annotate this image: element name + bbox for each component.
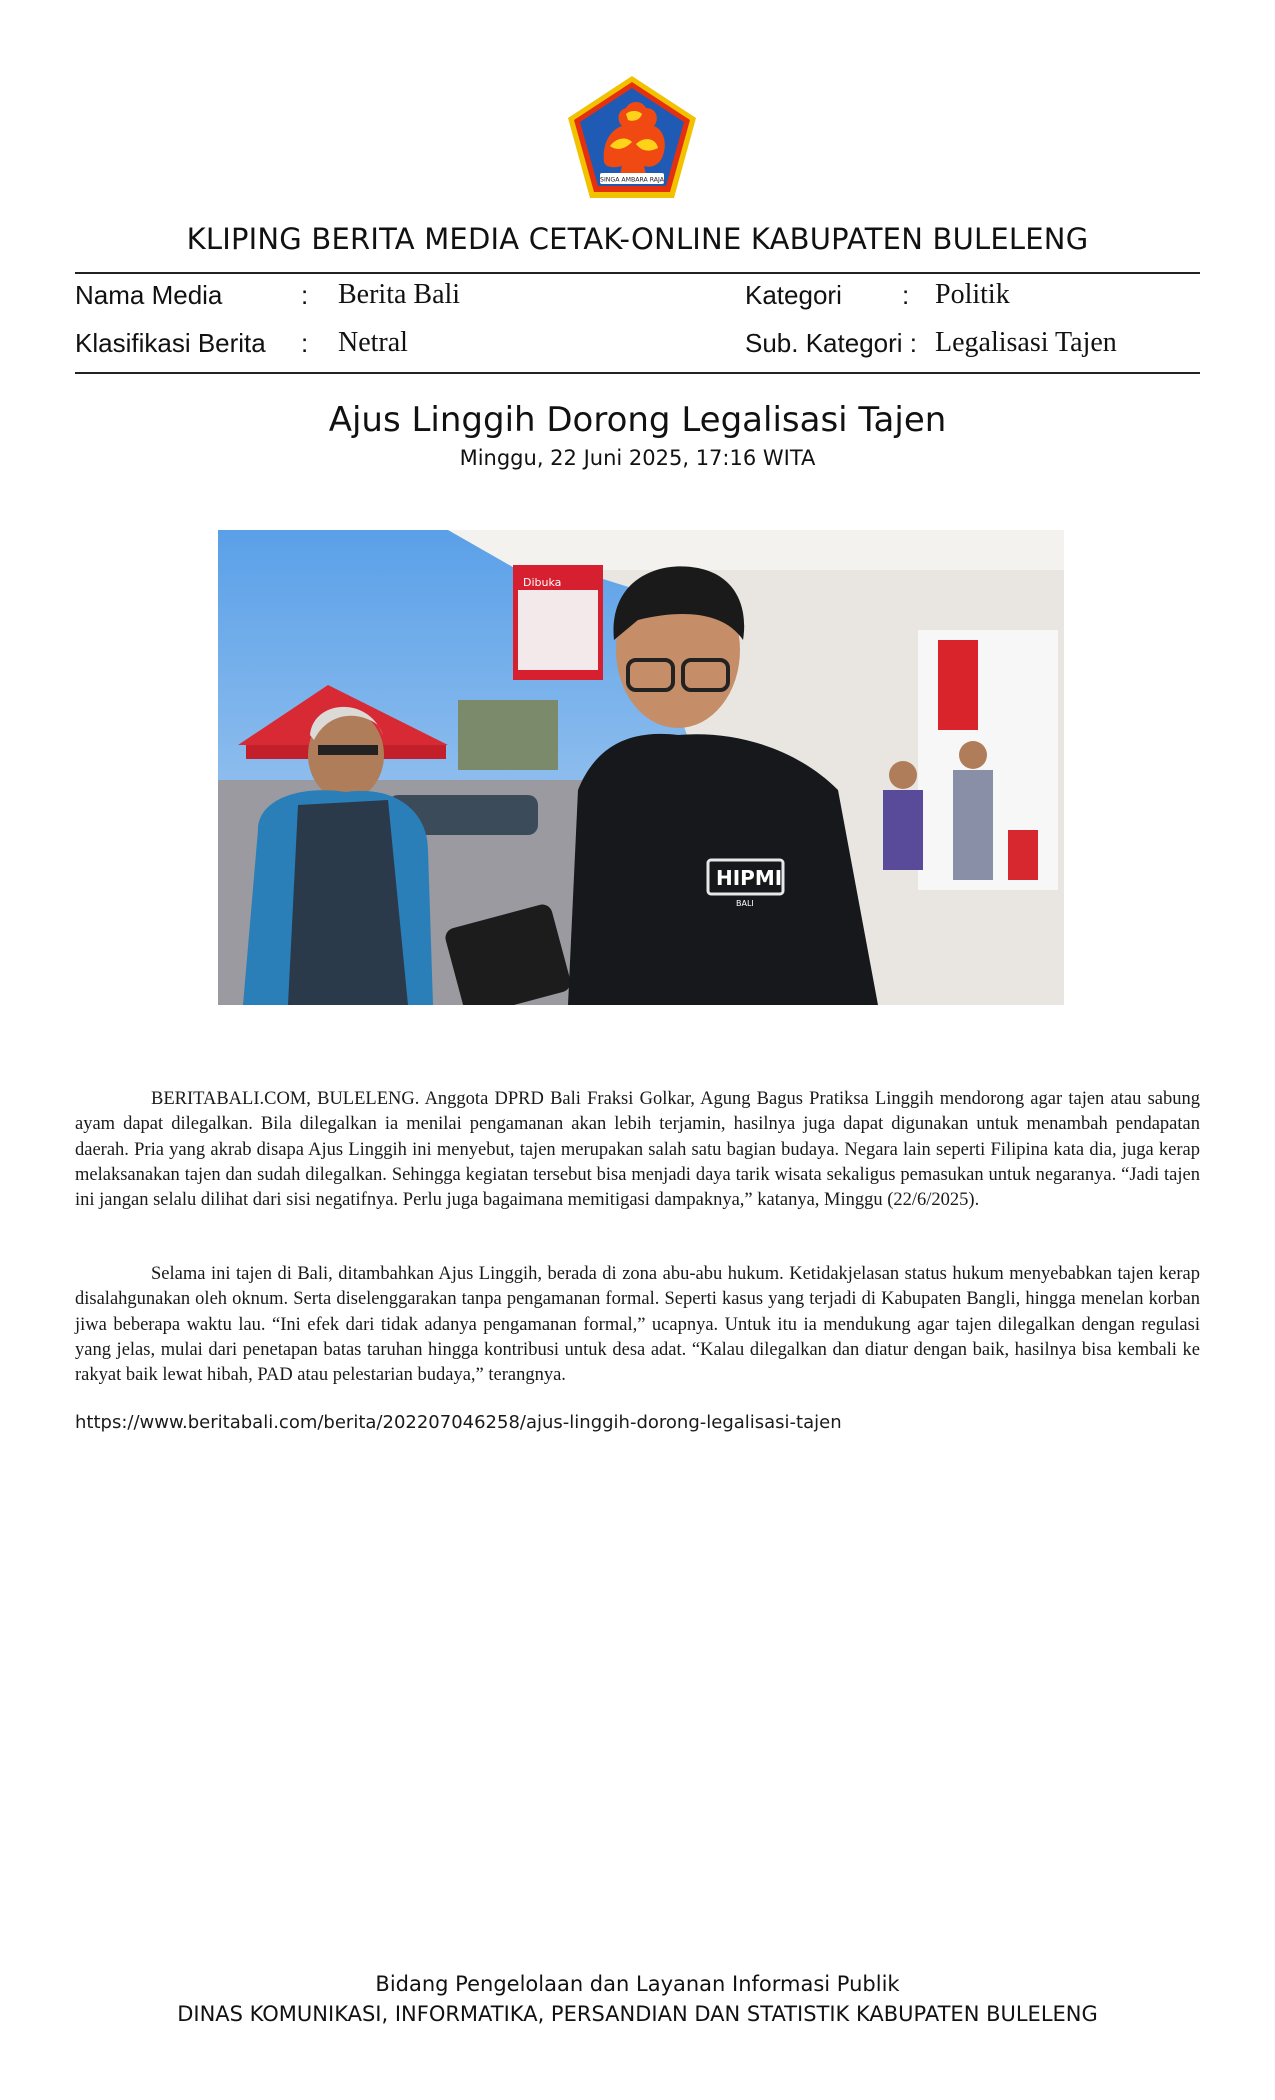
- footer-department: Bidang Pengelolaan dan Layanan Informasi Publik: [375, 1972, 900, 1996]
- header-divider-bottom: [75, 372, 1200, 374]
- article-paragraph-2: Selama ini tajen di Bali, ditambahkan Ajus Linggih, berada di zona abu-abu hukum. Ketidakjelasan status hukum menyebabkan tajen kerap disalahgunakan oleh oknum. Serta diselenggarakan tanpa pengamanan formal. Seperti kasus yang terjadi di Kabupaten Bangli, hingga menelan korban jiwa beberapa waktu lau. “Ini efek dari tidak adanya pengamanan formal,” ucapnya. Untuk itu ia mendukung agar tajen dilegalkan dengan regulasi yang jelas, mulai dari penetapan batas taruhan hingga kontribusi untuk desa adat. “Kalau dilegalkan dan diatur dengan baik, hasilnya bisa kembali ke rakyat baik lewat hibah, PAD atau pelestarian budaya,” terangnya.: [75, 1264, 1200, 1386]
- article-paragraph-1: BERITABALI.COM, BULELENG. Anggota DPRD Bali Fraksi Golkar, Agung Bagus Pratiksa Linggih mendorong agar tajen atau sabung ayam dapat dilegalkan. Bila dilegalkan ia menilai pengamanan akan lebih terjamin, hasilnya juga dapat digunakan untuk menambah pendapatan daerah. Pria yang akrab disapa Ajus Linggih ini menyebut, tajen merupakan salah satu bagian budaya. Negara lain seperti Filipina kata dia, juga kerap melaksanakan tajen dan sudah dilegalkan. Sehingga kegiatan tersebut bisa menjadi daya tarik wisata sekaligus pemasukan untuk negaranya. “Jadi tajen ini jangan selalu dilihat dari sisi negatifnya. Perlu juga bagaimana memitigasi dampaknya,” katanya, Minggu (22/6/2025).: [75, 1089, 1200, 1211]
- photo-shirt-subtext: BALI: [736, 899, 754, 908]
- kategori-value: Politik: [935, 279, 1010, 310]
- klasifikasi-colon: :: [301, 328, 309, 358]
- photo-shirt-text: HIPMI: [716, 866, 783, 890]
- buleleng-emblem-logo: [564, 74, 700, 202]
- subkategori-value: Legalisasi Tajen: [935, 327, 1117, 358]
- header-divider-top: [75, 272, 1200, 274]
- subkategori-label: Sub. Kategori :: [745, 328, 917, 358]
- logo-motto-text: SINGA AMBARA RAJA: [600, 176, 664, 184]
- media-colon: :: [301, 280, 309, 310]
- kategori-label: Kategori: [745, 280, 842, 310]
- clipping-header-title: KLIPING BERITA MEDIA CETAK-ONLINE KABUPATEN BULELENG: [186, 222, 1089, 256]
- klasifikasi-value: Netral: [338, 327, 408, 358]
- source-url-link[interactable]: https://www.beritabali.com/berita/202207046258/ajus-linggih-dorong-legalisasi-tajen: [75, 1412, 842, 1433]
- article-photo: [218, 530, 1064, 1005]
- klasifikasi-label: Klasifikasi Berita: [75, 328, 266, 358]
- media-value: Berita Bali: [338, 279, 461, 310]
- photo-sign-text: Dibuka: [523, 576, 562, 589]
- article-title: Ajus Linggih Dorong Legalisasi Tajen: [328, 400, 947, 440]
- media-label: Nama Media: [75, 280, 223, 310]
- footer-agency: DINAS KOMUNIKASI, INFORMATIKA, PERSANDIAN DAN STATISTIK KABUPATEN BULELENG: [177, 2002, 1098, 2026]
- article-date: Minggu, 22 Juni 2025, 17:16 WITA: [459, 446, 816, 470]
- kategori-colon: :: [902, 280, 910, 310]
